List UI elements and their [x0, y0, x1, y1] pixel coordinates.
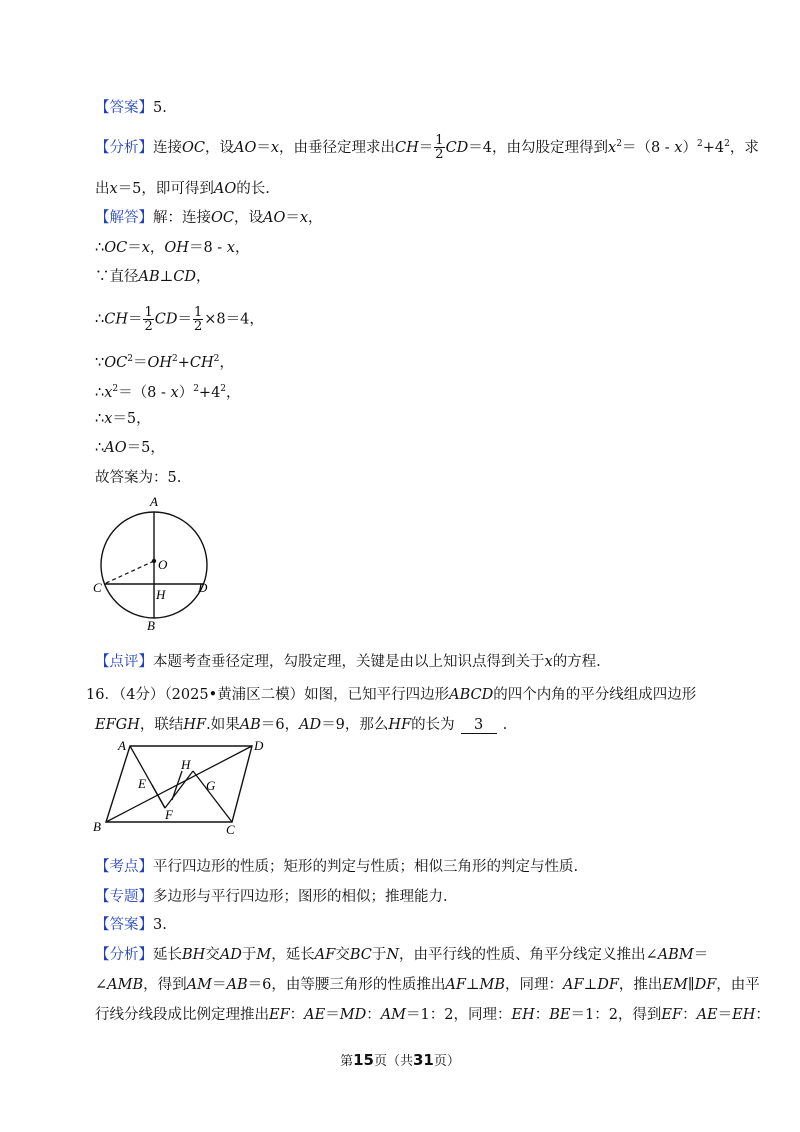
bisector-b	[106, 746, 252, 822]
label-A: A	[118, 738, 126, 753]
q15-solution-line2: ∴OC＝x，OH＝8 - x，	[95, 240, 250, 256]
answer-tag: 【答案】	[95, 100, 153, 116]
label-D: D	[198, 580, 208, 595]
q15-solution-line9: 故答案为：5.	[95, 470, 182, 486]
q15-solution-line1: 【解答】解：连接OC，设AO＝x，	[95, 210, 323, 226]
total-pages: 31	[413, 1051, 434, 1069]
segment-hf	[172, 771, 182, 800]
q15-answer-line	[95, 97, 167, 119]
q15-analysis-line1: 【分析】连接OC，设AO＝x，由垂径定理求出CH＝ $\frac{1}{2}$ CD＝4，由勾股定理得到$x^2=(8 - x)^2+4^2$，求	[95, 133, 759, 163]
q16-stem-line2: EFGH，联结HF.如果AB＝6，AD＝9，那么HF的长为 3 .	[95, 717, 508, 733]
q15-circle-figure	[88, 492, 218, 634]
label-B: B	[93, 819, 101, 834]
q16-analysis-line1: 【分析】延长BH交AD于M，延长AF交BC于N，由平行线的性质、角平分线定义推出∠ABM＝	[95, 947, 709, 963]
q16-kaodian-line: 【考点】平行四边形的性质；矩形的判定与性质；相似三角形的判定与性质.	[95, 859, 579, 875]
label-C: C	[226, 822, 235, 837]
answer-blank: 3	[461, 717, 497, 734]
q16-analysis-line2: ∠AMB，得到AM＝AB＝6，由等腰三角形的性质推出AF⊥MB，同理：AF⊥DF，推出EM∥DF，由平	[95, 977, 760, 993]
label-A: A	[150, 494, 158, 509]
q15-solution-line6: $\therefore x^2=(8 - x)^2+4^2$，	[95, 384, 241, 401]
fraction-half: $\frac{1}{2}$	[435, 133, 444, 163]
q15-solution-line7: ∴x＝5，	[95, 411, 151, 427]
radius-oc-dashed	[104, 561, 154, 584]
solution-tag: 【解答】	[95, 210, 153, 226]
kaodian-tag: 【考点】	[95, 859, 153, 875]
label-O: O	[158, 557, 168, 572]
q15-solution-line8: ∴AO＝5，	[95, 440, 165, 456]
q15-solution-line3: ∵直径AB⊥CD，	[95, 269, 211, 285]
q15-comment-line: 【点评】本题考查垂径定理，勾股定理，关键是由以上知识点得到关于x的方程.	[95, 654, 601, 670]
label-B: B	[147, 618, 155, 633]
q15-solution-line5: $\because OC^2=OH^2+CH^2$，	[95, 354, 234, 371]
label-F: F	[165, 807, 173, 822]
q16-answer-line: 【答案】3.	[95, 917, 167, 933]
comment-tag: 【点评】	[95, 654, 153, 670]
q15-solution-line4: ∴CH＝ $\frac{1}{2}$ CD＝ $\frac{1}{2}$ ×8＝4，	[95, 305, 264, 334]
q16-analysis-line3: 行线分线段成比例定理推出EF：AE＝MD：AM＝1：2，同理：EH：BE＝1：2，得到EF：AE＝EH：	[95, 1007, 770, 1023]
center-point	[152, 559, 156, 563]
label-D: D	[254, 738, 264, 753]
q16-zhuanti-line: 【专题】多边形与平行四边形；图形的相似；推理能力.	[95, 889, 448, 905]
q15-answer-value: 5.	[153, 100, 167, 116]
label-H: H	[156, 587, 166, 602]
page-number: 15	[353, 1051, 374, 1069]
label-C: C	[93, 580, 102, 595]
q16-parallelogram-figure	[88, 738, 273, 838]
q15-analysis-line2: 出x＝5，即可得到AO的长.	[95, 181, 270, 197]
analysis-tag: 【分析】	[95, 139, 153, 156]
label-G: G	[206, 778, 216, 793]
label-E: E	[138, 776, 146, 791]
label-H: H	[181, 757, 191, 772]
page-footer: 第15页（共31页）	[340, 1051, 460, 1069]
zhuanti-tag: 【专题】	[95, 889, 153, 905]
q16-stem-line1: 16．（4分）（2025•黄浦区二模）如图，已知平行四边形ABCD的四个内角的平分线组成四边形	[86, 687, 697, 703]
